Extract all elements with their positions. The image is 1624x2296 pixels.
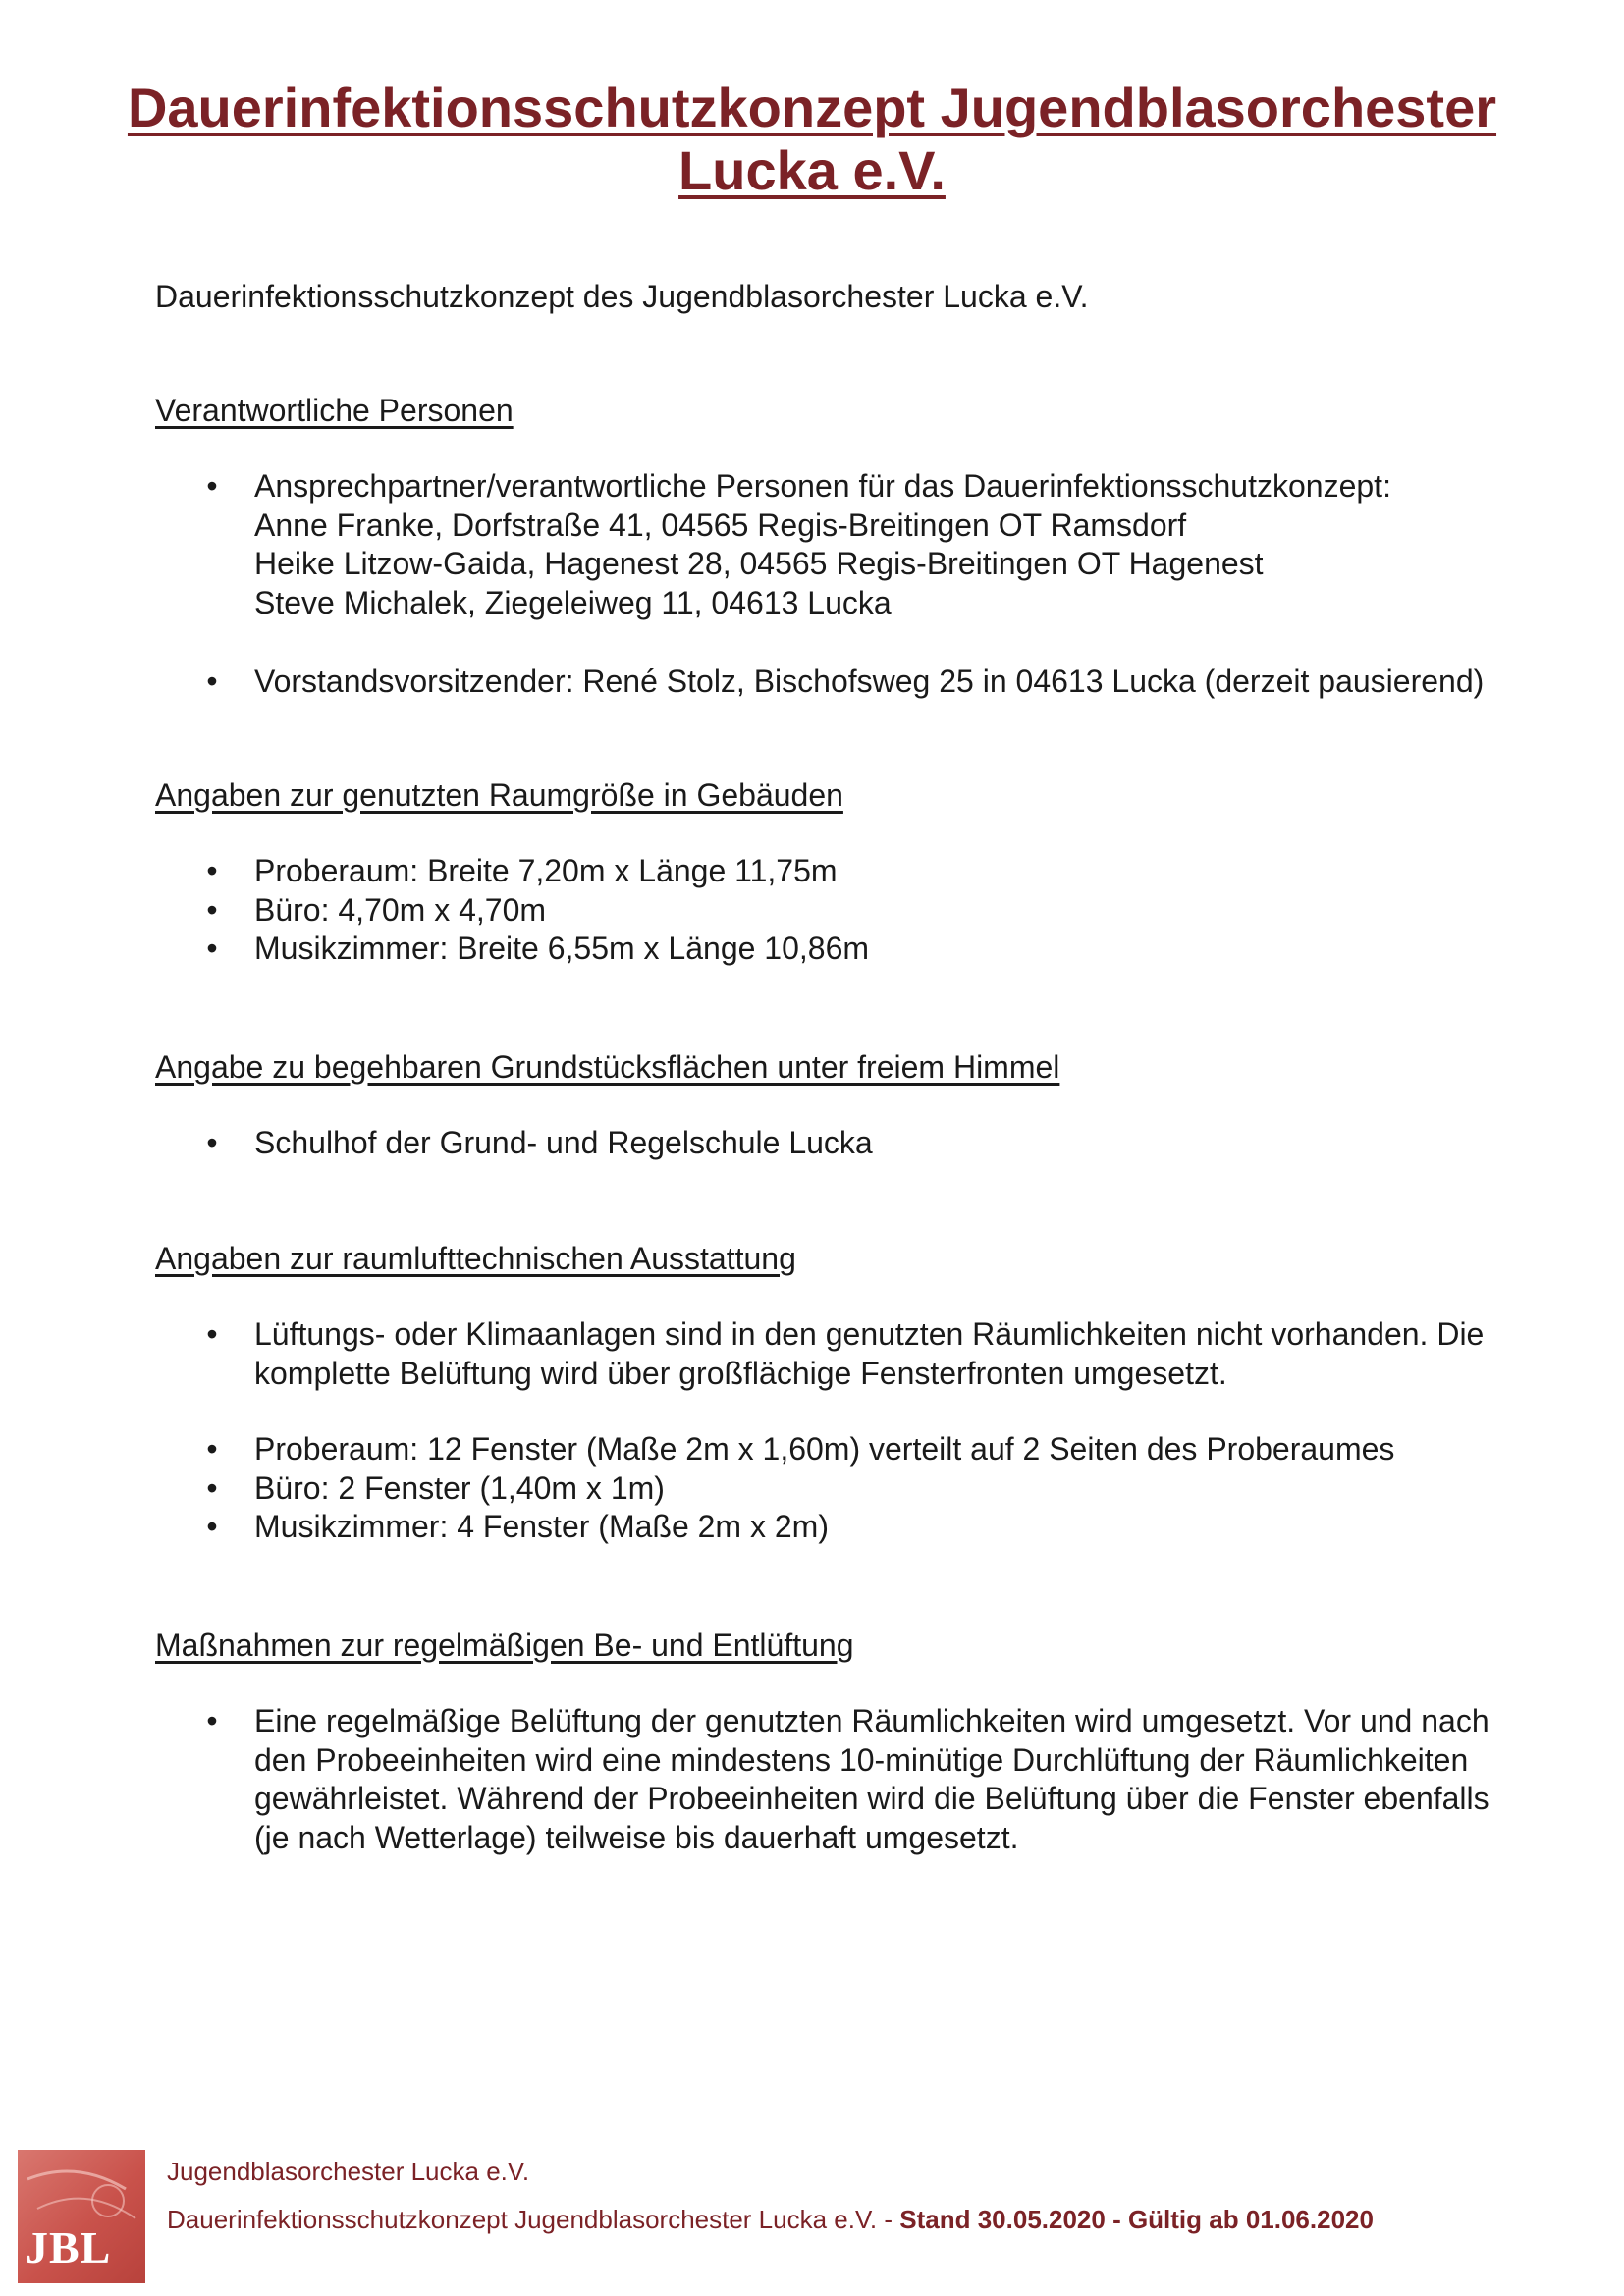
- bullet-icon: •: [206, 853, 218, 888]
- bullet-icon: •: [206, 664, 218, 699]
- list-item-line: Eine regelmäßige Belüftung der genutzten Räumlichkeiten wird umgesetzt. Vor und nach: [254, 1703, 1489, 1738]
- list-item-line: Anne Franke, Dorfstraße 41, 04565 Regis-Breitingen OT Ramsdorf: [254, 507, 1187, 543]
- list-item: [155, 663, 1549, 702]
- section-heading: Maßnahmen zur regelmäßigen Be- und Entlüftung: [155, 1628, 854, 1663]
- list-item-text: Schulhof der Grund- und Regelschule Lucka: [254, 1125, 873, 1160]
- list-item-line: Heike Litzow-Gaida, Hagenest 28, 04565 Regis-Breitingen OT Hagenest: [254, 546, 1264, 581]
- list-item-line: (je nach Wetterlage) teilweise bis dauerhaft umgesetzt.: [254, 1819, 1019, 1855]
- bullet-list: [155, 852, 1549, 969]
- bullet-icon: •: [206, 931, 218, 966]
- list-item-text: Proberaum: Breite 7,20m x Länge 11,75m: [254, 853, 838, 888]
- list-item: [155, 1124, 1549, 1163]
- list-item: [155, 1315, 1549, 1393]
- list-item-text: Musikzimmer: 4 Fenster (Maße 2m x 2m): [254, 1509, 829, 1544]
- jbl-logo: [18, 2150, 145, 2283]
- section-airing: [155, 1626, 1549, 1857]
- list-item-line: komplette Belüftung wird über großflächige Fensterfronten umgesetzt.: [254, 1355, 1227, 1391]
- bullet-icon: •: [206, 468, 218, 504]
- list-item-line: den Probeeinheiten wird eine mindestens 10-minütige Durchlüftung der Räumlichkeiten: [254, 1741, 1469, 1778]
- bullet-icon: •: [206, 1125, 218, 1160]
- list-item-text: Büro: 2 Fenster (1,40m x 1m): [254, 1469, 665, 1506]
- section-heading: Angaben zur genutzten Raumgröße in Gebäuden: [155, 777, 843, 813]
- bullet-list: [155, 1315, 1549, 1547]
- footer-document-info: [167, 2204, 1374, 2235]
- bullet-list: [155, 467, 1549, 702]
- section-ventilation: [155, 1239, 1549, 1547]
- list-item: [155, 1508, 1549, 1547]
- bullet-icon: •: [206, 1469, 218, 1506]
- document-title-line2: Lucka e.V.: [678, 139, 946, 201]
- footer-stand: Stand 30.05.2020 - Gültig ab 01.06.2020: [899, 2205, 1374, 2234]
- list-item-text: Büro: 4,70m x 4,70m: [254, 891, 547, 928]
- list-item: [155, 930, 1549, 969]
- document-title: [0, 77, 1624, 202]
- list-item-text: Proberaum: 12 Fenster (Maße 2m x 1,60m) verteilt auf 2 Seiten des Proberaumes: [254, 1431, 1395, 1467]
- bullet-icon: •: [206, 1703, 218, 1738]
- intro-text: Dauerinfektionsschutzkonzept des Jugendblasorchester Lucka e.V.: [155, 279, 1089, 314]
- list-item-text: Vorstandsvorsitzender: René Stolz, Bischofsweg 25 in 04613 Lucka (derzeit pausierend): [254, 664, 1485, 699]
- list-item: [155, 1702, 1549, 1857]
- section-heading: Angaben zur raumlufttechnischen Ausstattung: [155, 1241, 796, 1276]
- list-item: [155, 891, 1549, 931]
- document-title-line1: Dauerinfektionsschutzkonzept Jugendblasorchester: [127, 77, 1497, 138]
- list-item: [155, 1430, 1549, 1469]
- section-rooms: [155, 775, 1549, 969]
- footer-document-name: Dauerinfektionsschutzkonzept Jugendblasorchester Lucka e.V. -: [167, 2205, 900, 2234]
- section-persons: [155, 391, 1549, 702]
- bullet-icon: •: [206, 1316, 218, 1352]
- list-item: [155, 1469, 1549, 1509]
- bullet-icon: •: [206, 891, 218, 928]
- bullet-list: [155, 1702, 1549, 1857]
- list-item-line: gewährleistet. Während der Probeeinheiten wird die Belüftung über die Fenster ebenfalls: [254, 1781, 1489, 1816]
- list-item: [155, 852, 1549, 891]
- bullet-list: [155, 1124, 1549, 1163]
- section-heading: Angabe zu begehbaren Grundstücksflächen unter freiem Himmel: [155, 1049, 1060, 1085]
- section-heading: Verantwortliche Personen: [155, 393, 514, 428]
- list-item: [155, 467, 1549, 622]
- logo-text: JBL: [26, 2222, 112, 2272]
- list-item-line: Ansprechpartner/verantwortliche Personen für das Dauerinfektionsschutzkonzept:: [254, 468, 1391, 504]
- list-item-line: Steve Michalek, Ziegeleiweg 11, 04613 Lucka: [254, 584, 892, 620]
- section-outdoor: [155, 1047, 1549, 1163]
- list-item-line: Lüftungs- oder Klimaanlagen sind in den genutzten Räumlichkeiten nicht vorhanden. Die: [254, 1316, 1485, 1352]
- list-item-text: Musikzimmer: Breite 6,55m x Länge 10,86m: [254, 931, 870, 966]
- bullet-icon: •: [206, 1431, 218, 1467]
- bullet-icon: •: [206, 1509, 218, 1544]
- footer-organization: Jugendblasorchester Lucka e.V.: [167, 2157, 530, 2186]
